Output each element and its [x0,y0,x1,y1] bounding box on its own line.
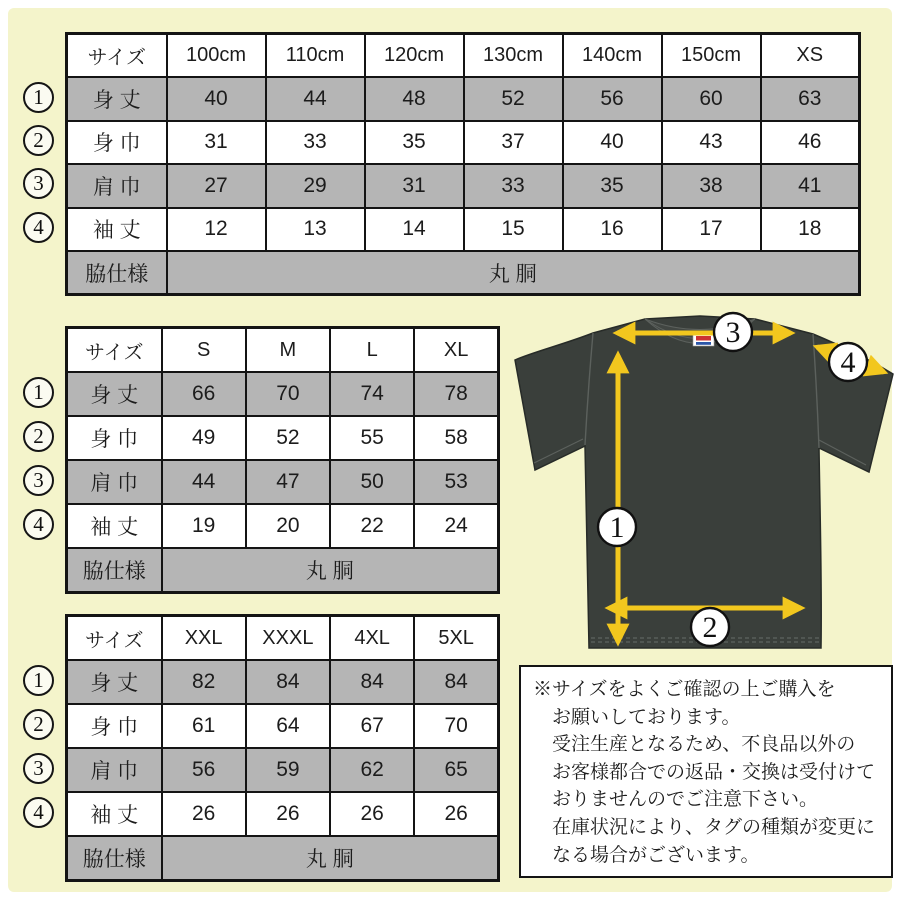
circled-number-1: 1 [23,377,54,408]
measure-value-cell: 78 [414,372,498,416]
measure-row-label: 袖 丈 [67,208,167,251]
note-line: お客様都合での返品・交換は受付けて [552,761,876,783]
measure-value-cell: 24 [414,504,498,548]
measure-value-cell: 55 [330,416,414,460]
measure-value-cell: 27 [167,164,266,207]
measure-value-cell: 31 [365,164,464,207]
circled-number-2: 2 [23,125,54,156]
note-line: なる場合がございます。 [552,844,760,866]
measure-value-cell: 84 [414,660,498,704]
measure-value-cell: 50 [330,460,414,504]
measure-value-cell: 37 [464,121,563,164]
circled-number-1: 1 [23,665,54,696]
measure-value-cell: 44 [266,77,365,120]
size-table-xxl-5xl [65,614,500,882]
measure-value-cell: 35 [563,164,662,207]
size-column-header: 110cm [266,34,365,78]
size-column-header: M [246,328,330,373]
row-number-circles [20,32,65,296]
marker-2-width [691,608,729,646]
measure-row-label: 身 巾 [67,121,167,164]
row-number-circles [20,326,65,594]
size-column-header: S [162,328,246,373]
measure-value-cell: 64 [246,704,330,748]
svg-text:3: 3 [725,316,741,349]
measure-value-cell: 40 [167,77,266,120]
measure-value-cell: 38 [662,164,761,207]
note-line: 受注生産となるため、不良品以外の [552,734,856,756]
measure-row-label: 袖 丈 [67,792,162,836]
circled-number-1: 1 [23,82,54,113]
circled-number-2: 2 [23,421,54,452]
note-line: 在庫状況により、タグの種類が変更に [552,816,876,838]
tshirt-measurement-diagram [505,310,895,655]
size-column-header: 150cm [662,34,761,78]
note-line: おりませんのでご注意下さい。 [552,789,819,811]
measure-value-cell: 33 [464,164,563,207]
measure-value-cell: 63 [761,77,860,120]
size-table-adult-block [20,326,500,594]
measure-value-cell: 65 [414,748,498,792]
measure-value-cell: 48 [365,77,464,120]
circled-number-3: 3 [23,168,54,199]
svg-text:2: 2 [702,611,718,644]
measure-value-cell: 43 [662,121,761,164]
measure-value-cell: 46 [761,121,860,164]
measure-row-label: 身 丈 [67,372,162,416]
measure-value-cell: 67 [330,704,414,748]
measure-row-label: 肩 巾 [67,748,162,792]
measure-value-cell: 26 [162,792,246,836]
size-column-header: XXXL [246,616,330,661]
measure-value-cell: 18 [761,208,860,251]
measure-row-label: 身 巾 [67,416,162,460]
measure-value-cell: 19 [162,504,246,548]
marker-1-length [598,508,636,546]
note-line: お願いしております。 [552,706,741,728]
measure-value-cell: 52 [246,416,330,460]
measure-row-label: 身 巾 [67,704,162,748]
size-table-big-block [20,614,500,882]
row-number-circles [20,614,65,882]
measure-value-cell: 66 [162,372,246,416]
note-line: ※サイズをよくご確認の上ご購入を [533,679,836,700]
circled-number-4: 4 [23,509,54,540]
measure-value-cell: 22 [330,504,414,548]
measure-value-cell: 70 [246,372,330,416]
measure-row-label: 袖 丈 [67,504,162,548]
measure-value-cell: 47 [246,460,330,504]
measure-value-cell: 12 [167,208,266,251]
svg-text:4: 4 [840,346,856,379]
measure-value-cell: 52 [464,77,563,120]
size-table-s-xl [65,326,500,594]
measure-row-label: 肩 巾 [67,164,167,207]
size-column-header: L [330,328,414,373]
side-spec-label: 脇仕様 [67,836,162,881]
svg-text:1: 1 [609,511,625,544]
size-header-label: サイズ [67,34,167,78]
marker-4-sleeve [829,343,867,381]
measure-value-cell: 29 [266,164,365,207]
size-column-header: XS [761,34,860,78]
size-column-header: 140cm [563,34,662,78]
measure-value-cell: 53 [414,460,498,504]
circled-number-4: 4 [23,212,54,243]
measure-value-cell: 70 [414,704,498,748]
size-table-kids-block [20,32,861,296]
size-column-header: 100cm [167,34,266,78]
measure-value-cell: 31 [167,121,266,164]
size-header-label: サイズ [67,328,162,373]
size-column-header: XXL [162,616,246,661]
measure-value-cell: 49 [162,416,246,460]
measure-value-cell: 15 [464,208,563,251]
side-spec-label: 脇仕様 [67,251,167,295]
measure-row-label: 肩 巾 [67,460,162,504]
measure-value-cell: 16 [563,208,662,251]
measure-value-cell: 82 [162,660,246,704]
measure-value-cell: 84 [330,660,414,704]
measure-value-cell: 13 [266,208,365,251]
measure-value-cell: 14 [365,208,464,251]
measure-value-cell: 84 [246,660,330,704]
circled-number-2: 2 [23,709,54,740]
purchase-note-box [519,665,893,878]
measure-value-cell: 17 [662,208,761,251]
size-column-header: 130cm [464,34,563,78]
side-spec-label: 脇仕様 [67,548,162,593]
circled-number-3: 3 [23,465,54,496]
measure-value-cell: 20 [246,504,330,548]
side-spec-value: 丸 胴 [162,548,499,593]
measure-value-cell: 44 [162,460,246,504]
measure-value-cell: 40 [563,121,662,164]
size-header-label: サイズ [67,616,162,661]
measure-row-label: 身 丈 [67,660,162,704]
measure-value-cell: 26 [330,792,414,836]
measure-row-label: 身 丈 [67,77,167,120]
side-spec-value: 丸 胴 [162,836,499,881]
measure-value-cell: 59 [246,748,330,792]
circled-number-4: 4 [23,797,54,828]
measure-value-cell: 35 [365,121,464,164]
measure-value-cell: 60 [662,77,761,120]
measure-value-cell: 41 [761,164,860,207]
measure-value-cell: 56 [563,77,662,120]
measure-value-cell: 62 [330,748,414,792]
measure-value-cell: 56 [162,748,246,792]
size-column-header: XL [414,328,498,373]
size-column-header: 120cm [365,34,464,78]
marker-3-shoulder [714,313,752,351]
size-table-kids-xs [65,32,861,296]
measure-value-cell: 26 [414,792,498,836]
size-column-header: 5XL [414,616,498,661]
measure-value-cell: 26 [246,792,330,836]
circled-number-3: 3 [23,753,54,784]
side-spec-value: 丸 胴 [167,251,860,295]
measure-value-cell: 74 [330,372,414,416]
size-column-header: 4XL [330,616,414,661]
measure-value-cell: 61 [162,704,246,748]
measure-value-cell: 33 [266,121,365,164]
measure-value-cell: 58 [414,416,498,460]
